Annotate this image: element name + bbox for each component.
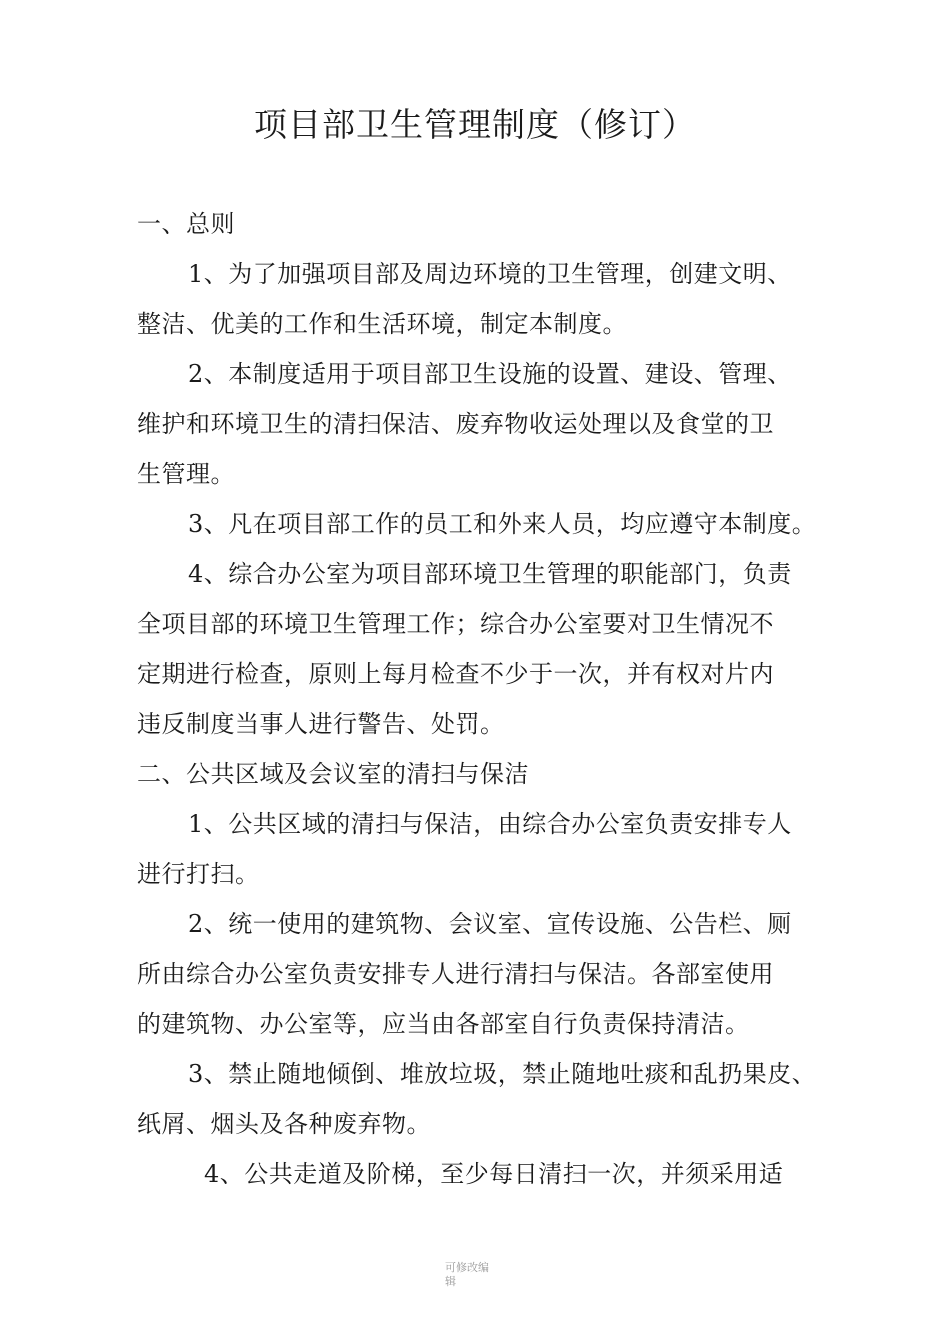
paragraph-line: 全项目部的环境卫生管理工作；综合办公室要对卫生情况不	[137, 610, 774, 638]
paragraph-line: 2、本制度适用于项目部卫生设施的设置、建设、管理、	[188, 360, 792, 388]
footer-line: 辑	[445, 1275, 456, 1288]
paragraph-line: 生管理。	[137, 460, 235, 488]
paragraph-line: 1、公共区域的清扫与保洁，由综合办公室负责安排专人	[188, 810, 792, 838]
paragraph-line: 4、综合办公室为项目部环境卫生管理的职能部门，负责	[188, 560, 792, 588]
paragraph-line: 定期进行检查，原则上每月检查不少于一次，并有权对片内	[137, 660, 774, 688]
paragraph-line: 整洁、优美的工作和生活环境，制定本制度。	[137, 310, 627, 338]
paragraph-line: 4、公共走道及阶梯，至少每日清扫一次，并须采用适	[204, 1160, 784, 1188]
footer-line: 可修改编	[445, 1261, 489, 1274]
paragraph-line: 纸屑、烟头及各种废弃物。	[137, 1110, 431, 1138]
section-heading-public-areas: 二、公共区域及会议室的清扫与保洁	[137, 760, 529, 788]
paragraph-line: 进行打扫。	[137, 860, 260, 888]
paragraph-line: 的建筑物、办公室等，应当由各部室自行负责保持清洁。	[137, 1010, 750, 1038]
paragraph-line: 所由综合办公室负责安排专人进行清扫与保洁。各部室使用	[137, 960, 774, 988]
paragraph-line: 3、禁止随地倾倒、堆放垃圾，禁止随地吐痰和乱扔果皮、	[188, 1060, 817, 1088]
page-footer	[445, 1261, 505, 1289]
section-heading-general: 一、总则	[137, 210, 235, 238]
paragraph-line: 2、统一使用的建筑物、会议室、宣传设施、公告栏、厕	[188, 910, 792, 938]
paragraph-line: 维护和环境卫生的清扫保洁、废弃物收运处理以及食堂的卫	[137, 410, 774, 438]
document-title: 项目部卫生管理制度（修订）	[254, 105, 696, 144]
paragraph-line: 违反制度当事人进行警告、处罚。	[137, 710, 505, 738]
paragraph-line: 1、为了加强项目部及周边环境的卫生管理，创建文明、	[188, 260, 792, 288]
paragraph-line: 3、凡在项目部工作的员工和外来人员，均应遵守本制度。	[188, 510, 817, 538]
